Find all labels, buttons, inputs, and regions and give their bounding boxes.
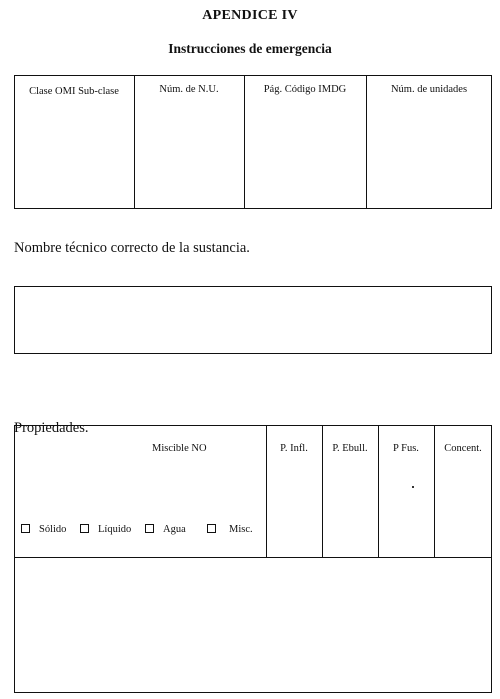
column-header-pag-codigo-imdg: Pág. Código IMDG — [263, 84, 347, 95]
identification-table-divider — [244, 75, 245, 209]
field-num-nu[interactable] — [136, 100, 242, 206]
field-concent[interactable] — [436, 462, 490, 554]
substance-name-field[interactable] — [14, 286, 492, 354]
miscible-label: Miscible NO — [152, 443, 207, 454]
column-header-num-nu: Núm. de N.U. — [159, 84, 219, 95]
column-header-p-infl: P. Infl. — [280, 443, 308, 454]
field-num-unidades[interactable] — [368, 100, 490, 206]
state-label: Agua — [163, 524, 186, 535]
state-option-agua[interactable] — [145, 519, 186, 537]
checkbox-misc[interactable] — [207, 524, 216, 533]
column-header-num-unidades: Núm. de unidades — [390, 84, 468, 95]
state-label: Líquido — [98, 524, 132, 535]
state-label: Misc. — [229, 524, 253, 535]
state-option-solido[interactable] — [21, 519, 66, 537]
checkbox-solido[interactable] — [21, 524, 30, 533]
field-clase-omi[interactable] — [16, 100, 132, 206]
column-header-clase-omi: Clase OMI Sub-clase — [29, 86, 119, 97]
column-header-p-fus: P Fus. — [393, 443, 419, 454]
identification-table-divider — [366, 75, 367, 209]
column-header-concent: Concent. — [444, 443, 482, 454]
properties-table-row-divider — [14, 557, 492, 558]
checkbox-agua[interactable] — [145, 524, 154, 533]
properties-notes-field[interactable] — [16, 560, 490, 690]
field-p-infl[interactable] — [268, 462, 320, 554]
state-option-misc[interactable] — [207, 519, 253, 537]
document-subtitle: Instrucciones de emergencia — [168, 41, 332, 56]
column-header-p-ebull: P. Ebull. — [332, 443, 368, 454]
document-title: APENDICE IV — [202, 8, 298, 23]
substance-name-label: Nombre técnico correcto de la sustancia. — [14, 240, 250, 256]
state-option-liquido[interactable] — [80, 519, 131, 537]
checkbox-liquido[interactable] — [80, 524, 89, 533]
properties-label: Propiedades. — [14, 420, 89, 436]
field-pag-codigo-imdg[interactable] — [246, 100, 364, 206]
identification-table-divider — [134, 75, 135, 209]
field-p-ebull[interactable] — [324, 462, 376, 554]
field-p-fus[interactable] — [380, 462, 432, 554]
state-label: Sólido — [39, 524, 67, 535]
